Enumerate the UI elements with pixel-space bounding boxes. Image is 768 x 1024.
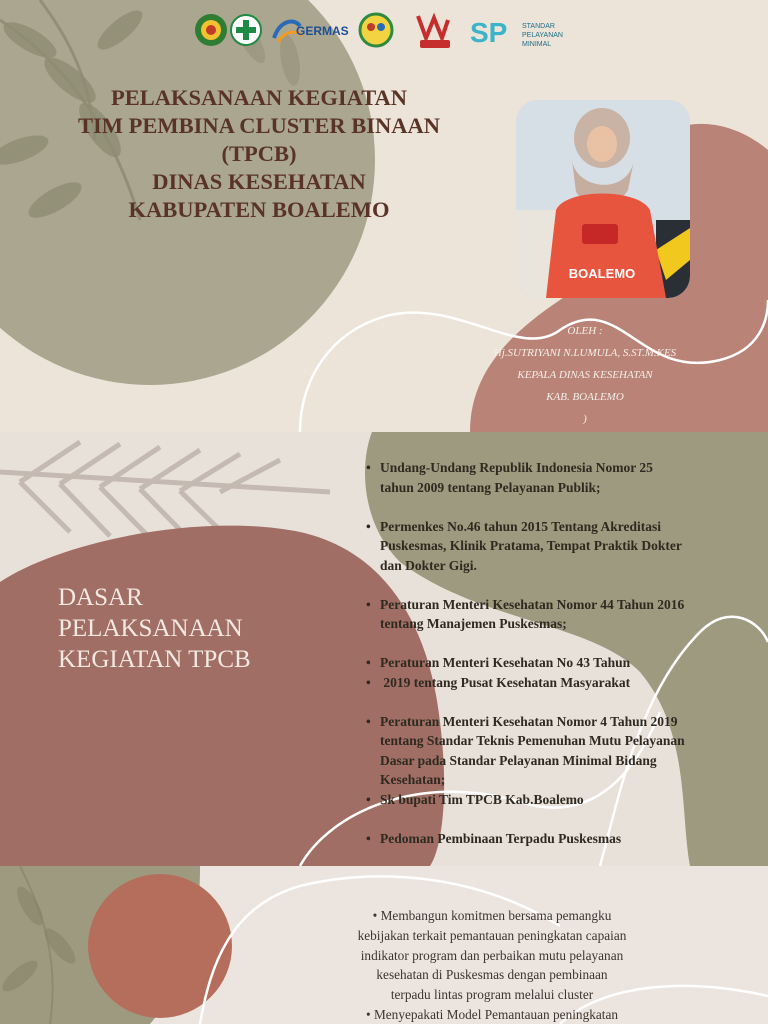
list-item-text: Undang-Undang Republik Indonesia Nomor 25	[380, 460, 653, 475]
list-item	[366, 497, 751, 517]
list-item-text: tentang Standar Teknis Pemenuhan Mutu Pelayanan	[380, 733, 685, 748]
list-item	[366, 517, 751, 537]
list-item	[366, 731, 751, 751]
heading-line: DASAR	[58, 584, 143, 611]
logo-strip	[190, 8, 580, 52]
title-slide	[0, 0, 768, 432]
slide-title	[20, 84, 498, 224]
germas-logo-icon	[274, 22, 349, 42]
svg-text:STANDAR: STANDAR	[522, 23, 555, 30]
list-item	[366, 536, 751, 556]
list-item-text: Sk bupati Tim TPCB Kab.Boalemo	[380, 791, 584, 807]
legal-basis-slide	[0, 432, 768, 866]
objective-line: indikator program dan perbaikan mutu pelayanan	[360, 947, 624, 963]
bullet-mark: •	[366, 655, 371, 670]
objectives-slide	[0, 866, 768, 1024]
list-item	[366, 634, 751, 654]
bullet-mark: •	[366, 674, 371, 690]
list-item	[366, 478, 751, 498]
list-item	[366, 614, 751, 634]
objective-line: terpadu lintas program melalui cluster	[390, 987, 594, 1003]
list-item	[366, 458, 751, 478]
objective-line: kesehatan di Puskesmas dengan pembinaan	[376, 967, 608, 983]
heading-line: KEGIATAN TPCB	[58, 646, 251, 673]
list-item-text: Pedoman Pembinaan Terpadu Puskesmas	[380, 830, 622, 846]
list-item	[366, 595, 751, 615]
family-health-logo-icon	[360, 14, 392, 46]
byline-trailing: )	[583, 413, 587, 425]
list-item-text: tahun 2009 tentang Pelayanan Publik;	[380, 479, 601, 495]
list-item	[366, 673, 751, 693]
list-item	[366, 575, 751, 595]
legal-basis-list	[366, 458, 751, 848]
list-item-text: Puskesmas, Klinik Pratama, Tempat Praktik Dokter	[380, 538, 682, 553]
title-line: PELAKSANAAN KEGIATAN	[110, 85, 408, 110]
presenter-position: KEPALA DINAS KESEHATAN	[517, 369, 653, 381]
svg-text:SP: SP	[470, 17, 508, 48]
heading-line: PELAKSANAAN	[58, 615, 243, 642]
title-line: DINAS KESEHATAN	[152, 169, 366, 194]
list-item	[366, 829, 751, 849]
svg-text:PELAYANAN: PELAYANAN	[522, 32, 563, 39]
presenter-byline	[440, 320, 730, 430]
list-item-text: Peraturan Menteri Kesehatan Nomor 44 Tahun 2016	[380, 596, 685, 612]
list-item-text: Peraturan Menteri Kesehatan No 43 Tahun	[380, 655, 631, 670]
list-item	[366, 751, 751, 771]
list-item-text: dan Dokter Gigi.	[380, 557, 477, 573]
objective-line: kebijakan terkait pemantauan peningkatan capaian	[357, 927, 627, 943]
title-line: TIM PEMBINA CLUSTER BINAAN	[78, 113, 440, 138]
list-item-text: Dasar pada Standar Pelayanan Minimal Bidang	[380, 752, 657, 768]
bullet-mark: •	[366, 518, 371, 534]
presenter-name: Hj.SUTRIYANI N.LUMULA, S.ST.M.KES	[493, 347, 677, 359]
bullet-mark: •	[366, 791, 371, 807]
list-item-text: Peraturan Menteri Kesehatan Nomor 4 Tahun 2019	[380, 713, 678, 729]
bullet-mark: •	[366, 596, 371, 612]
bullet-mark: •	[366, 460, 371, 475]
list-item-text: 2019 tentang Pusat Kesehatan Masyarakat	[380, 674, 631, 690]
presenter-photo	[516, 100, 690, 298]
objectives-text	[318, 906, 666, 1024]
list-item	[366, 692, 751, 712]
list-item	[366, 712, 751, 732]
title-line: (TPCB)	[221, 141, 297, 166]
objective-line: • Menyepakati Model Pemantauan peningkatan	[365, 1006, 619, 1022]
objective-line: • Membangun komitmen bersama pemangku	[372, 908, 612, 923]
section-heading	[58, 582, 251, 675]
list-item-text: tentang Manajemen Puskesmas;	[380, 616, 567, 631]
list-item-text: Kesehatan;	[380, 772, 446, 787]
list-item	[366, 809, 751, 829]
list-item	[366, 770, 751, 790]
presenter-region: KAB. BOALEMO	[546, 391, 624, 403]
bullet-mark: •	[366, 713, 371, 729]
boalemo-seal-icon	[195, 14, 227, 46]
list-item	[366, 653, 751, 673]
title-line: KABUPATEN BOALEMO	[128, 197, 390, 222]
byline-oleh: OLEH :	[567, 325, 603, 337]
spm-logo-icon	[470, 17, 563, 48]
list-item-text: Permenkes No.46 tahun 2015 Tentang Akreditasi	[380, 518, 662, 534]
svg-text:MINIMAL: MINIMAL	[522, 41, 552, 48]
svg-text:BOALEMO: BOALEMO	[568, 266, 636, 281]
svg-text:GERMAS: GERMAS	[296, 24, 349, 38]
anniversary-logo-icon	[418, 16, 450, 48]
kemenkes-logo-icon	[231, 15, 261, 45]
bullet-mark: •	[366, 830, 371, 846]
list-item	[366, 556, 751, 576]
list-item	[366, 790, 751, 810]
